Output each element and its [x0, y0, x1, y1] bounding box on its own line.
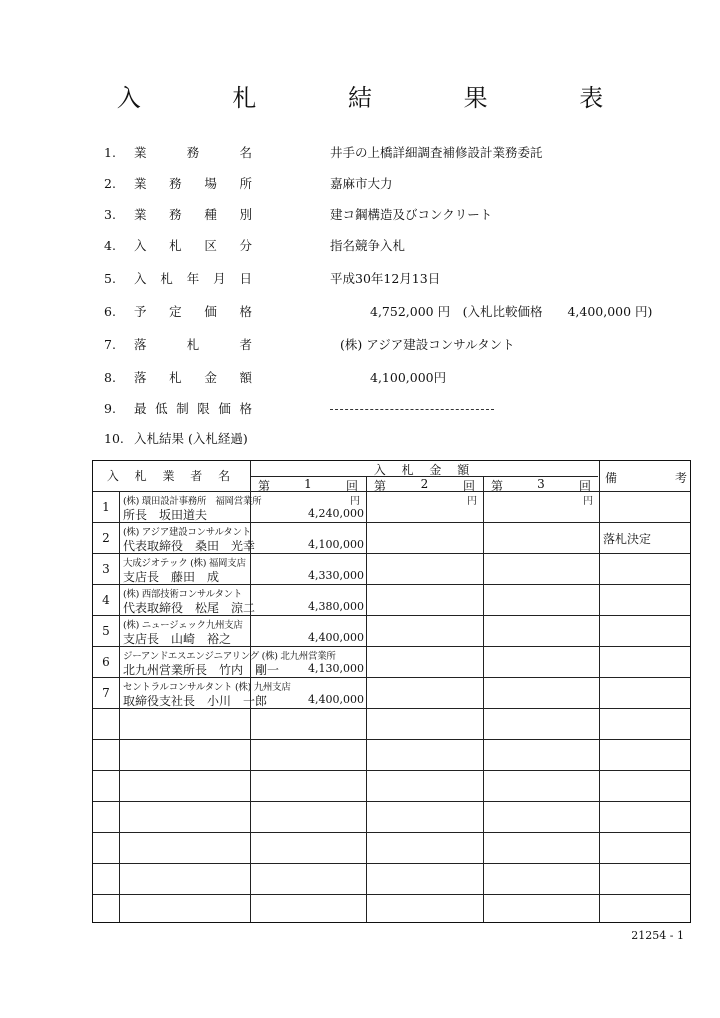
info-label-char: 札 [160, 271, 173, 286]
info-number: 7. [104, 337, 116, 352]
info-label-char: 分 [239, 238, 252, 253]
info-row [104, 269, 704, 289]
row-divider [93, 553, 690, 554]
row-number: 1 [102, 500, 110, 514]
info-label-char: 日 [239, 271, 252, 286]
info-label-char: 札 [169, 370, 182, 385]
page-title: 入 札 結 果 表 [116, 84, 646, 112]
header-round-char: 回 [345, 479, 358, 493]
info-label-char: 制 [176, 401, 189, 416]
bidder-representative: 北九州営業所長 竹内 剛一 [123, 663, 280, 677]
info-number: 4. [104, 238, 116, 253]
info-label-char: 定 [169, 304, 182, 319]
info-label: 入札結果 (入札経過) [134, 431, 248, 446]
row-number: 2 [102, 531, 110, 545]
row-divider [93, 894, 690, 895]
header-remarks-char: 備 [605, 471, 618, 485]
info-label-char: 業 [134, 207, 147, 222]
info-row [104, 174, 704, 194]
bid-remark: 落札決定 [603, 532, 652, 546]
info-value: 指名競争入札 [330, 238, 406, 253]
info-label [134, 205, 252, 225]
info-number: 8. [104, 370, 116, 385]
info-label-char: 別 [239, 207, 252, 222]
blank-dash-line [330, 409, 494, 410]
info-value: 4,752,000 円 (入札比較価格 4,400,000 円) [370, 304, 653, 319]
info-label-char: 務 [169, 176, 182, 191]
info-number: 9. [104, 401, 116, 416]
row-divider [93, 708, 690, 709]
row-divider [93, 832, 690, 833]
row-divider [93, 584, 690, 585]
row-number: 4 [102, 593, 110, 607]
info-label-char: 務 [169, 207, 182, 222]
header-round-char: 第 [491, 479, 504, 493]
header-round-3 [491, 477, 591, 494]
row-divider [93, 863, 690, 864]
info-label-char: 落 [134, 370, 147, 385]
info-label-char: 者 [239, 337, 252, 352]
header-bidder [93, 467, 250, 484]
info-value: 4,100,000円 [370, 370, 447, 385]
info-label-char: 格 [239, 304, 252, 319]
info-label [134, 236, 252, 256]
header-remarks [605, 469, 687, 486]
bid-amount-round-1: 4,330,000 [308, 569, 364, 582]
bid-amount-round-1: 4,100,000 [308, 538, 364, 551]
col-divider [599, 461, 600, 922]
info-value: 建コ鋼構造及びコンクリート [330, 207, 493, 222]
header-round-char: 3 [537, 477, 545, 491]
info-label-char: 最 [134, 401, 147, 416]
info-value: 井手の上橋詳細調査補修設計業務委託 [330, 145, 543, 160]
yen-unit: 円 [350, 496, 360, 507]
header-amount [250, 461, 599, 478]
info-number: 2. [104, 176, 116, 191]
header-bidder-label: 入 札 業 者 名 [106, 469, 237, 483]
info-number: 3. [104, 207, 116, 222]
bidder-company: ジーアンドエスエンジニアリング (株) 北九州営業所 [123, 651, 336, 662]
info-label [134, 335, 252, 355]
info-row [104, 143, 704, 163]
info-label-char: 種 [204, 207, 217, 222]
info-label-char: 低 [155, 401, 168, 416]
info-label [134, 368, 252, 388]
yen-unit: 円 [583, 496, 593, 507]
info-label-char: 場 [204, 176, 217, 191]
info-number: 10. [104, 431, 124, 446]
info-label [134, 399, 252, 419]
info-label-char: 務 [186, 145, 200, 160]
info-label-char: 額 [239, 370, 252, 385]
bidder-representative: 代表取締役 松尾 涼二 [123, 601, 256, 615]
info-value: (株) アジア建設コンサルタント [340, 337, 515, 352]
info-label-char: 価 [218, 401, 231, 416]
row-divider [93, 801, 690, 802]
row-divider [93, 770, 690, 771]
info-label-char: 業 [134, 145, 147, 160]
bidder-company: (株) 環田設計事務所 福岡営業所 [123, 496, 262, 507]
info-label [134, 174, 252, 194]
bidder-representative: 支店長 藤田 成 [123, 570, 220, 584]
info-label-char: 月 [213, 271, 226, 286]
info-label-char: 価 [204, 304, 217, 319]
info-label-char: 予 [134, 304, 147, 319]
row-divider [93, 615, 690, 616]
bid-amount-round-1: 4,380,000 [308, 600, 364, 613]
info-number: 1. [104, 145, 116, 160]
row-number: 3 [102, 562, 110, 576]
info-label [134, 269, 252, 289]
header-round-2 [374, 477, 475, 494]
bidder-company: (株) ニュージェック九州支店 [123, 620, 243, 631]
bid-amount-round-1: 4,400,000 [308, 693, 364, 706]
bidder-company: 大成ジオテック (株) 福岡支店 [123, 558, 246, 569]
info-label-char: 入 [134, 238, 147, 253]
header-round-1 [258, 477, 358, 494]
bid-amount-round-1: 4,240,000 [308, 507, 364, 520]
info-value: 嘉麻市大力 [330, 176, 393, 191]
info-row [104, 302, 704, 322]
info-label-char: 格 [239, 401, 252, 416]
info-row [104, 236, 704, 256]
header-remarks-char: 考 [674, 471, 687, 485]
bid-result-table [92, 460, 691, 923]
bid-amount-round-1: 4,130,000 [308, 662, 364, 675]
info-label-char: 入 [134, 271, 147, 286]
header-round-char: 第 [258, 479, 271, 493]
info-number: 6. [104, 304, 116, 319]
col-divider [483, 476, 484, 922]
bidder-company: セントラルコンサルタント (株) 九州支店 [123, 682, 291, 693]
header-round-char: 回 [462, 479, 475, 493]
info-row [104, 399, 704, 419]
col-divider [366, 476, 367, 922]
info-row [104, 368, 704, 388]
row-number: 7 [102, 686, 110, 700]
header-round-char: 回 [578, 479, 591, 493]
header-round-char: 1 [304, 477, 312, 491]
bidder-company: (株) 西部技術コンサルタント [123, 589, 243, 600]
info-row [104, 429, 704, 449]
info-label-char: 名 [239, 145, 252, 160]
row-divider [93, 522, 690, 523]
bidder-representative: 所長 坂田道夫 [123, 508, 208, 522]
header-round-char: 第 [374, 479, 387, 493]
page-number: 21254 - 1 [631, 929, 684, 942]
bidder-representative: 取締役支社長 小川 一郎 [123, 694, 268, 708]
info-label-char: 所 [239, 176, 252, 191]
yen-unit: 円 [467, 496, 477, 507]
row-number: 6 [102, 655, 110, 669]
bidder-company: (株) アジア建設コンサルタント [123, 527, 251, 538]
row-divider [93, 646, 690, 647]
info-label-char: 年 [186, 271, 200, 286]
header-round-char: 2 [420, 477, 429, 491]
bidder-representative: 代表取締役 桑田 光幸 [123, 539, 256, 553]
info-number: 5. [104, 271, 116, 286]
info-label-char: 限 [197, 401, 210, 416]
row-number: 5 [102, 624, 110, 638]
info-label-char: 札 [169, 238, 182, 253]
row-divider [93, 739, 690, 740]
info-row [104, 335, 704, 355]
row-divider [93, 677, 690, 678]
header-amount-label: 入 札 金 額 [373, 463, 476, 477]
info-label-char: 金 [204, 370, 217, 385]
info-label-char: 業 [134, 176, 147, 191]
bidder-representative: 支店長 山崎 裕之 [123, 632, 232, 646]
info-label-char: 札 [186, 337, 200, 352]
info-label [134, 302, 252, 322]
info-value: 平成30年12月13日 [330, 271, 441, 286]
info-label-char: 落 [134, 337, 147, 352]
info-label-char: 区 [204, 238, 217, 253]
info-label [134, 143, 252, 163]
bid-amount-round-1: 4,400,000 [308, 631, 364, 644]
col-divider [119, 491, 120, 922]
info-row [104, 205, 704, 225]
